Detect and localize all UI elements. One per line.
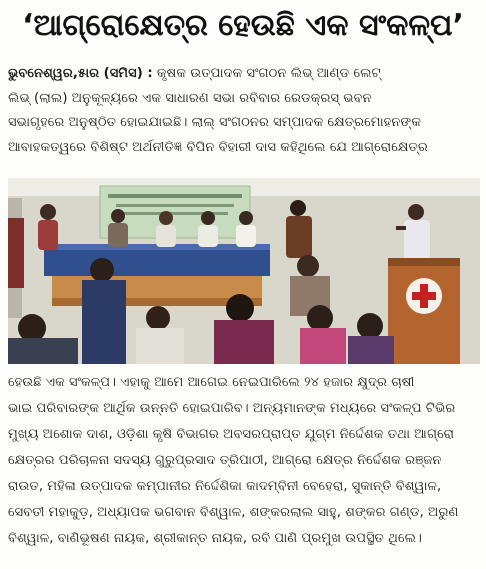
lead-line <box>8 62 480 87</box>
dateline: ଭୁବନେଶ୍ୱର,୫ାର (ସମିସ) : <box>8 66 153 81</box>
body-line: ମୁଖ୍ୟ ଅଶୋକ ଦାଶ, ଓଡ଼ିଶା କୃଷି ବିଭାଗର ଅବସରପ୍ରାପ୍ତ ଯୁଗ୍ମ ନିର୍ଦ୍ଦେଶକ ତଥା ଆଗ୍ରୋ <box>8 427 455 442</box>
podium <box>388 258 460 364</box>
meeting-photo-illustration <box>8 178 480 364</box>
lead-paragraph <box>8 62 480 160</box>
lead-line-text: କୃଷକ ଉତ୍ପାଦକ ସଂଗଠନ ଲିଭ୍ ଆଣ୍ଡ ଲେଟ୍ <box>152 66 381 81</box>
body-line: ସେବତୀ ମହାକୁଡ଼, ଅଧ୍ୟାପକ ଭଗବାନ ବିଶ୍ୱାଳ, ଶଙ୍କରଲାଲ ସାହୁ, ଶଙ୍କର ଗଣ୍ଡ, ଅରୁଣ <box>8 505 459 520</box>
headline: ‘ଆଗ୍ରୋକ୍ଷେତ୍ର ହେଉଛି ଏକ ସଂକଳ୍ପ’ <box>22 8 464 43</box>
chair <box>8 218 24 288</box>
article-body <box>8 370 480 552</box>
body-line: ବିଶ୍ୱାଳ, ବାଣିଭୂଷଣ ନାୟକ, ଶ୍ରୀକାନ୍ତ ନାୟକ, ରବି ପାଣି ପ୍ରମୁଖ ଉପସ୍ଥିତ ଥିଲେ। <box>8 531 422 546</box>
body-line: ହେଉଛି ଏକ ସଂକଳ୍ପ। ଏହାକୁ ଆମେ ଆଗେଇ ନେଇପାରିଲେ ୨୪ ହଜାର କ୍ଷୁଦ୍ର ଚାଷୀ <box>8 375 415 390</box>
body-line: କ୍ଷେତ୍ରର ପରିଚାଳନା ସଦସ୍ୟ ଗୁରୁପ୍ରସାଦ ତ୍ରିପାଠୀ, ଆଗ୍ରୋ କ୍ଷେତ୍ର ନିର୍ଦ୍ଦେଶକ ରଞ୍ଜନ <box>8 453 442 468</box>
lead-line: ଲିଭ୍ (ଲାଲ) ଅନୁକୂଳ୍ୟରେ ଏକ ସାଧାରଣ ସଭା ରବିବାର ରେଡକ୍ରସ୍ ଭବନ <box>8 90 372 106</box>
body-line: ରାଉତ, ମହିଳା ଉତ୍ପାଦକ କମ୍ପାନୀର ନିର୍ଦ୍ଦେଶିକା କାଦମ୍ବିନୀ ବେହେରା, ସୁକାନ୍ତି ବିଶ୍ୱାଳ, <box>8 479 442 494</box>
panelist <box>38 204 58 250</box>
body-line: ଭାଇ ପରିବାରଙ୍କ ଆର୍ଥିକ ଉନ୍ନତି ହୋଇପାରିବ। ଅନ୍ୟମାନଙ୍କ ମଧ୍ୟରେ ସଂକଳ୍ପ ଟିଭିର <box>8 401 456 416</box>
lead-line: ସଭାଗୃହରେ ଅନୁଷ୍ଠିତ ହୋଇଯାଇଛି। ଲାଲ୍ ସଂଗଠନର ସମ୍ପାଦକ କ୍ଷେତ୍ରମୋହନଙ୍କ <box>8 115 422 130</box>
event-photo <box>8 178 480 364</box>
banner-text-line <box>116 204 234 207</box>
banner-text-line <box>108 194 242 198</box>
lead-line: ଆବାହକତ୍ୱରେ ବିଶିଷ୍ଟ ଅର୍ଥନୀତିଜ୍ଞ ବିପିନ ବିହାରୀ ଦାସ କହିଥିଲେ ଯେ ଆଗ୍ରୋକ୍ଷେତ୍ର <box>8 139 428 155</box>
